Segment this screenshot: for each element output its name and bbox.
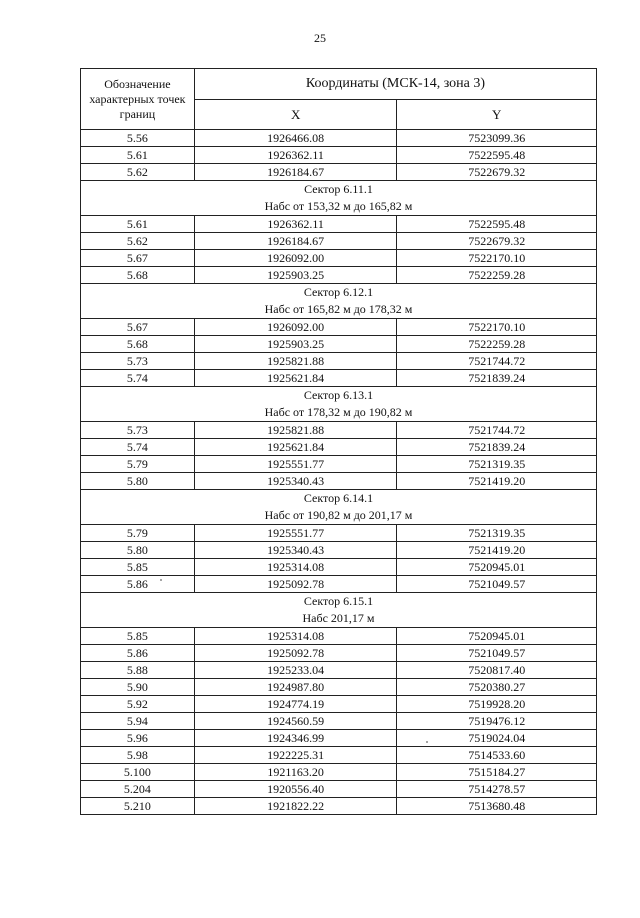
x-coordinate-cell: 1926184.67 — [194, 164, 397, 181]
sector-title: Сектор 6.12.1 — [303, 285, 374, 299]
sector-header-cell — [81, 387, 597, 422]
y-coordinate-cell: 7522170.10 — [397, 319, 597, 336]
point-label-cell: 5.88 — [81, 662, 195, 679]
y-coordinate-cell: 7521839.24 — [397, 439, 597, 456]
x-column-header: X — [194, 100, 397, 130]
y-coordinate-cell: 7522679.32 — [397, 164, 597, 181]
x-coordinate-cell: 1925340.43 — [194, 542, 397, 559]
y-coordinate-cell: 7514533.60 — [397, 747, 597, 764]
sector-height-range: Набс от 190,82 м до 201,17 м — [264, 508, 413, 522]
x-coordinate-cell: 1925092.78 — [194, 576, 397, 593]
table-row — [81, 336, 597, 353]
y-column-header: Y — [397, 100, 597, 130]
point-label-cell: 5.74 — [81, 370, 195, 387]
page-number: 25 — [314, 31, 326, 45]
table-row — [81, 679, 597, 696]
sector-header-row — [81, 284, 597, 319]
table-row — [81, 233, 597, 250]
point-label-cell: 5.98 — [81, 747, 195, 764]
table-row — [81, 267, 597, 284]
table-row — [81, 559, 597, 576]
point-label-cell: 5.204 — [81, 781, 195, 798]
x-coordinate-cell: 1925821.88 — [194, 353, 397, 370]
table-row — [81, 713, 597, 730]
x-coordinate-cell: 1926362.11 — [194, 147, 397, 164]
sector-title: Сектор 6.15.1 — [303, 594, 374, 608]
sector-title: Сектор 6.11.1 — [304, 182, 373, 196]
y-coordinate-cell: 7522595.48 — [397, 216, 597, 233]
point-label-cell: 5.79 — [81, 456, 195, 473]
point-label-cell: 5.96 — [81, 730, 195, 747]
table-row — [81, 764, 597, 781]
y-coordinate-cell: 7520945.01 — [397, 628, 597, 645]
table-row — [81, 216, 597, 233]
coordinates-table — [80, 68, 597, 815]
y-coordinate-cell: 7515184.27 — [397, 764, 597, 781]
x-coordinate-cell: 1925821.88 — [194, 422, 397, 439]
sector-header-cell — [81, 593, 597, 628]
point-label-cell: 5.90 — [81, 679, 195, 696]
table-row — [81, 147, 597, 164]
sector-title: Сектор 6.14.1 — [303, 491, 374, 505]
x-coordinate-cell: 1925903.25 — [194, 336, 397, 353]
point-label-cell: 5.62 — [81, 233, 195, 250]
x-coordinate-cell: 1925340.43 — [194, 473, 397, 490]
point-label-cell: 5.85 — [81, 628, 195, 645]
table-row — [81, 747, 597, 764]
table-row — [81, 696, 597, 713]
y-coordinate-cell: 7521049.57 — [397, 576, 597, 593]
point-label-cell: 5.86 — [81, 576, 195, 593]
x-coordinate-cell: 1925233.04 — [194, 662, 397, 679]
point-label-cell: 5.210 — [81, 798, 195, 815]
x-coordinate-cell: 1924774.19 — [194, 696, 397, 713]
point-label-cell: 5.61 — [81, 216, 195, 233]
y-coordinate-cell: 7523099.36 — [397, 130, 597, 147]
y-coordinate-cell: 7522170.10 — [397, 250, 597, 267]
y-coordinate-cell: 7521839.24 — [397, 370, 597, 387]
point-label-cell: 5.92 — [81, 696, 195, 713]
scan-speck — [426, 741, 428, 743]
point-label-cell: 5.100 — [81, 764, 195, 781]
x-coordinate-cell: 1925551.77 — [194, 456, 397, 473]
sector-header-cell — [81, 490, 597, 525]
y-coordinate-cell: 7521319.35 — [397, 525, 597, 542]
point-label-cell: 5.86 — [81, 645, 195, 662]
x-coordinate-cell: 1921822.22 — [194, 798, 397, 815]
table-row — [81, 456, 597, 473]
point-label-cell: 5.94 — [81, 713, 195, 730]
table-row — [81, 628, 597, 645]
point-label-header: Обозначение характерных точек границ — [81, 69, 195, 130]
scan-speck — [160, 579, 162, 581]
x-coordinate-cell: 1925314.08 — [194, 559, 397, 576]
sector-header-row — [81, 490, 597, 525]
point-label-cell: 5.80 — [81, 542, 195, 559]
sector-header-row — [81, 387, 597, 422]
x-coordinate-cell: 1924346.99 — [194, 730, 397, 747]
table-row — [81, 164, 597, 181]
y-coordinate-cell: 7521419.20 — [397, 542, 597, 559]
point-label-cell: 5.61 — [81, 147, 195, 164]
table-row — [81, 576, 597, 593]
table-row — [81, 781, 597, 798]
sector-height-range: Набс 201,17 м — [302, 611, 375, 625]
sector-height-range: Набс от 153,32 м до 165,82 м — [264, 199, 413, 213]
x-coordinate-cell: 1925092.78 — [194, 645, 397, 662]
y-coordinate-cell: 7521049.57 — [397, 645, 597, 662]
point-label-cell: 5.68 — [81, 267, 195, 284]
point-label-cell: 5.73 — [81, 422, 195, 439]
y-coordinate-cell: 7522679.32 — [397, 233, 597, 250]
y-coordinate-cell: 7513680.48 — [397, 798, 597, 815]
table-row — [81, 473, 597, 490]
y-coordinate-cell: 7520945.01 — [397, 559, 597, 576]
x-coordinate-cell: 1924987.80 — [194, 679, 397, 696]
point-label-cell: 5.56 — [81, 130, 195, 147]
x-coordinate-cell: 1925621.84 — [194, 370, 397, 387]
point-label-cell: 5.68 — [81, 336, 195, 353]
sector-height-range: Набс от 165,82 м до 178,32 м — [264, 302, 413, 316]
y-coordinate-cell: 7521319.35 — [397, 456, 597, 473]
x-coordinate-cell: 1926184.67 — [194, 233, 397, 250]
table-row — [81, 250, 597, 267]
x-coordinate-cell: 1925314.08 — [194, 628, 397, 645]
y-coordinate-cell: 7522259.28 — [397, 336, 597, 353]
x-coordinate-cell: 1926092.00 — [194, 319, 397, 336]
y-coordinate-cell: 7522259.28 — [397, 267, 597, 284]
x-coordinate-cell: 1925621.84 — [194, 439, 397, 456]
point-label-cell: 5.85 — [81, 559, 195, 576]
x-coordinate-cell: 1925551.77 — [194, 525, 397, 542]
sector-header-row — [81, 181, 597, 216]
y-coordinate-cell: 7521744.72 — [397, 353, 597, 370]
point-label-cell: 5.62 — [81, 164, 195, 181]
table-row — [81, 798, 597, 815]
y-coordinate-cell: 7519476.12 — [397, 713, 597, 730]
x-coordinate-cell: 1926466.08 — [194, 130, 397, 147]
x-coordinate-cell: 1920556.40 — [194, 781, 397, 798]
y-coordinate-cell: 7520380.27 — [397, 679, 597, 696]
table-row — [81, 130, 597, 147]
point-label-cell: 5.80 — [81, 473, 195, 490]
x-coordinate-cell: 1925903.25 — [194, 267, 397, 284]
sector-header-row — [81, 593, 597, 628]
y-coordinate-cell: 7521744.72 — [397, 422, 597, 439]
table-row — [81, 422, 597, 439]
table-row — [81, 662, 597, 679]
point-label-cell: 5.73 — [81, 353, 195, 370]
point-label-cell: 5.67 — [81, 319, 195, 336]
table-row — [81, 353, 597, 370]
sector-title: Сектор 6.13.1 — [303, 388, 374, 402]
x-coordinate-cell: 1922225.31 — [194, 747, 397, 764]
table-row — [81, 370, 597, 387]
table-row — [81, 730, 597, 747]
x-coordinate-cell: 1924560.59 — [194, 713, 397, 730]
coordinates-system-header: Координаты (МСК-14, зона 3) — [194, 69, 596, 100]
table-row — [81, 439, 597, 456]
y-coordinate-cell: 7519024.04 — [397, 730, 597, 747]
x-coordinate-cell: 1926362.11 — [194, 216, 397, 233]
table-row — [81, 645, 597, 662]
table-row — [81, 319, 597, 336]
x-coordinate-cell: 1921163.20 — [194, 764, 397, 781]
y-coordinate-cell: 7519928.20 — [397, 696, 597, 713]
sector-header-cell — [81, 284, 597, 319]
point-label-cell: 5.79 — [81, 525, 195, 542]
table-body — [81, 130, 597, 815]
y-coordinate-cell: 7522595.48 — [397, 147, 597, 164]
y-coordinate-cell: 7521419.20 — [397, 473, 597, 490]
y-coordinate-cell: 7514278.57 — [397, 781, 597, 798]
point-label-cell: 5.74 — [81, 439, 195, 456]
y-coordinate-cell: 7520817.40 — [397, 662, 597, 679]
table-row — [81, 525, 597, 542]
sector-height-range: Набс от 178,32 м до 190,82 м — [264, 405, 413, 419]
point-label-cell: 5.67 — [81, 250, 195, 267]
sector-header-cell — [81, 181, 597, 216]
x-coordinate-cell: 1926092.00 — [194, 250, 397, 267]
table-row — [81, 542, 597, 559]
